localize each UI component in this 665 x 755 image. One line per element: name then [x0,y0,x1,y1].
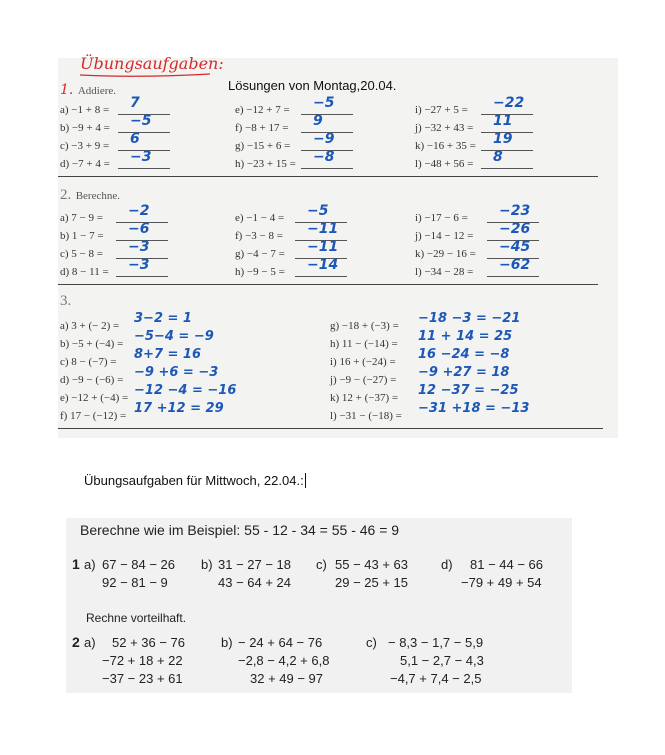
text-cursor [305,473,306,488]
exercise-question: b) −5 + (−4) = [60,338,124,350]
exercise-question: h) 11 − (−14) = [330,338,398,350]
answer-line [116,276,168,277]
handwritten-answer: 17 +12 = 29 [134,401,224,416]
section-3-grid [60,311,530,422]
task-2a-label: a) [84,635,96,650]
answer-line [487,276,539,277]
exercise-question: c) 5 − 8 = [60,248,103,260]
task-2b-line1: − 24 + 64 − 76 [238,635,323,650]
exercise [415,257,585,278]
wednesday-heading [84,473,306,488]
handwritten-answer: −45 [499,239,531,255]
exercise-question: g) −4 − 7 = [235,248,285,260]
handwritten-answer: −11 [307,239,339,255]
handwritten-answer: −26 [499,221,531,237]
exercise [330,401,530,422]
handwritten-answer: −18 −3 = −21 [418,311,521,326]
answer-line [118,132,170,133]
exercise [60,401,330,422]
task-1b-label: b) [201,557,213,572]
handwritten-answer: 11 [493,113,513,129]
task-1a-line2: 92 − 81 − 9 [102,575,168,590]
answer-line [481,150,533,151]
worksheet-subtitle: Lösungen von Montag,20.04. [228,78,397,93]
section-3-header [60,292,71,310]
answer-line [481,168,533,169]
handwritten-answer: −9 +6 = −3 [134,365,219,380]
worksheet-scan [58,54,618,438]
handwritten-answer: −23 [499,203,531,219]
section-2-header [60,186,120,204]
handwritten-answer: −6 [128,221,150,237]
exercise-question: i) 16 + (−24) = [330,356,396,368]
exercise [60,257,235,278]
handwritten-answer: −5 [313,95,335,111]
task-2c-label: c) [366,635,377,650]
exercise-question: b) 1 − 7 = [60,230,104,242]
task-2-intro: Rechne vorteilhaft. [86,611,187,625]
exercise-question: j) −14 − 12 = [415,230,474,242]
book-intro: Berechne wie im Beispiel: 55 - 12 - 34 = 55 - 46 = 9 [80,522,400,538]
answer-line [118,168,170,169]
exercise [235,95,415,116]
task-2c-line3: −4,7 + 7,4 − 2,5 [390,671,482,686]
handwritten-answer: −8 [313,149,335,165]
exercise [235,149,415,170]
exercise-question: b) −9 + 4 = [60,122,110,134]
handwritten-answer: −31 +18 = −13 [418,401,530,416]
answer-line [301,168,353,169]
exercise-question: j) −32 + 43 = [415,122,474,134]
exercise-question: a) 3 + (− 2) = [60,320,120,332]
task-2a-line1: 52 + 36 − 76 [112,635,186,650]
section-1-number: 1. [60,82,74,98]
exercise-question: g) −18 + (−3) = [330,320,399,332]
handwritten-answer: −2 [128,203,150,219]
task-2c-line1: − 8,3 − 1,7 − 5,9 [388,635,484,650]
task-1c-line1: 55 − 43 + 63 [335,557,409,572]
section-3-number: 3. [60,293,72,309]
section-2-label: Berechne. [75,190,120,202]
handwritten-title: Übungsaufgaben: [80,54,224,73]
task-1a-label: a) [84,557,96,572]
handwritten-answer: −5 [130,113,152,129]
textbook-excerpt [66,518,572,693]
exercise-question: e) −12 + (−4) = [60,392,129,404]
divider [58,284,598,285]
handwritten-answer: 7 [130,95,140,111]
handwritten-answer: −62 [499,257,531,273]
exercise-question: e) −1 − 4 = [235,212,285,224]
section-1-header [60,81,116,99]
handwritten-answer: −9 +27 = 18 [418,365,510,380]
task-2a-line3: −37 − 23 + 61 [102,671,183,686]
handwritten-answer: 8 [493,149,503,165]
exercise-question: l) −34 − 28 = [415,266,474,278]
handwritten-answer: −14 [307,257,339,273]
task-1c-line2: 29 − 25 + 15 [335,575,409,590]
exercise [60,113,235,134]
task-1c-label: c) [316,557,327,572]
task-1d-line2: −79 + 49 + 54 [461,575,542,590]
exercise-question: c) −3 + 9 = [60,140,110,152]
title-underline [78,72,213,78]
exercise-question: k) −16 + 35 = [415,140,476,152]
task-2b-line3: 32 + 49 − 97 [250,671,324,686]
exercise-question: j) −9 − (−27) = [330,374,397,386]
exercise-question: h) −9 − 5 = [235,266,285,278]
exercise-question: d) −9 − (−6) = [60,374,124,386]
exercise-question: l) −31 − (−18) = [330,410,402,422]
exercise-question: f) −3 − 8 = [235,230,283,242]
task-1b-line2: 43 − 64 + 24 [218,575,292,590]
section-2-grid [60,203,585,278]
exercise-question: h) −23 + 15 = [235,158,296,170]
exercise-question: l) −48 + 56 = [415,158,474,170]
exercise-question: i) −17 − 6 = [415,212,468,224]
exercise-question: a) 7 − 9 = [60,212,103,224]
handwritten-answer: −3 [128,239,150,255]
task-2a-line2: −72 + 18 + 22 [102,653,183,668]
exercise-question: g) −15 + 6 = [235,140,291,152]
task-1b-line1: 31 − 27 − 18 [218,557,292,572]
handwritten-answer: 11 + 14 = 25 [418,329,513,344]
handwritten-answer: −9 [313,131,335,147]
wednesday-heading-text: Übungsaufgaben für Mittwoch, 22.04.: [84,473,304,488]
handwritten-answer: −3 [130,149,152,165]
handwritten-answer: 19 [493,131,513,147]
task-1d-label: d) [441,557,453,572]
task-1-number: 1 [72,556,80,572]
task-1d-line1: 81 − 44 − 66 [470,557,544,572]
exercise-question: c) 8 − (−7) = [60,356,117,368]
handwritten-answer: 9 [313,113,323,129]
section-2-number: 2. [60,187,72,203]
task-1a-line1: 67 − 84 − 26 [102,557,176,572]
exercise-question: a) −1 + 8 = [60,104,110,116]
exercise-question: d) 8 − 11 = [60,266,109,278]
handwritten-answer: −5 [307,203,329,219]
task-2-number: 2 [72,634,80,650]
exercise-question: e) −12 + 7 = [235,104,290,116]
handwritten-answer: 6 [130,131,140,147]
answer-line [301,114,353,115]
task-2c-line2: 5,1 − 2,7 − 4,3 [400,653,484,668]
exercise-question: f) 17 − (−12) = [60,410,127,422]
handwritten-answer: −5−4 = −9 [134,329,214,344]
handwritten-answer: −3 [128,257,150,273]
exercise [235,257,415,278]
handwritten-answer: −22 [493,95,525,111]
answer-line [295,276,347,277]
handwritten-answer: −11 [307,221,339,237]
task-2b-label: b) [221,635,233,650]
exercise-question: k) −29 − 16 = [415,248,476,260]
handwritten-answer: 3−2 = 1 [134,311,192,326]
divider [58,176,598,177]
exercise-question: f) −8 + 17 = [235,122,289,134]
section-1-grid [60,95,585,170]
divider [58,428,603,429]
exercise-question: i) −27 + 5 = [415,104,468,116]
exercise-question: k) 12 + (−37) = [330,392,399,404]
task-2b-line2: −2,8 − 4,2 + 6,8 [238,653,330,668]
exercise [60,149,235,170]
handwritten-answer: 8+7 = 16 [134,347,202,362]
exercise [415,149,585,170]
section-1-label: Addiere. [77,85,116,97]
handwritten-answer: −12 −4 = −16 [134,383,237,398]
exercise-question: d) −7 + 4 = [60,158,110,170]
handwritten-answer: 12 −37 = −25 [418,383,519,398]
handwritten-answer: 16 −24 = −8 [418,347,510,362]
